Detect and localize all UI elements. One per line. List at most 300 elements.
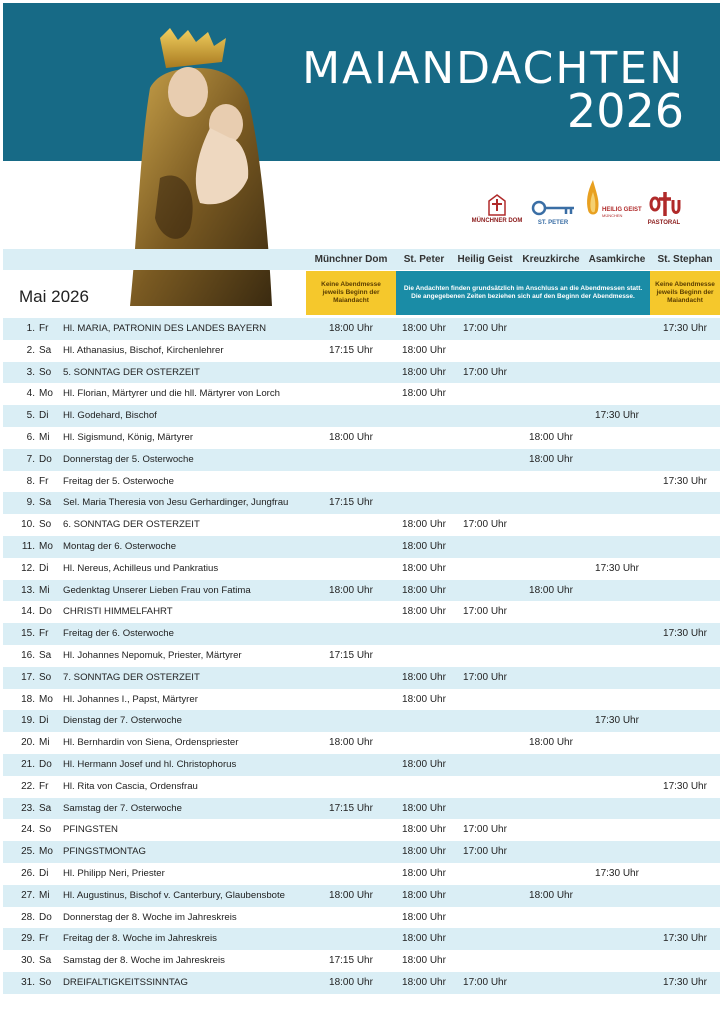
time-asam [584, 667, 650, 689]
time-kreuz [518, 798, 584, 820]
feast-name: PFINGSTMONTAG [63, 846, 146, 858]
time-asam: 17:30 Uhr [595, 715, 639, 727]
time-kreuz: 18:00 Uhr [529, 584, 573, 596]
weekday: So [39, 366, 52, 378]
time-geist [452, 471, 518, 493]
time-geist [452, 427, 518, 449]
day-number: 3. [26, 366, 35, 378]
flame-icon [586, 180, 600, 220]
day-number: 9. [26, 497, 35, 509]
time-asam: 17:30 Uhr [595, 410, 639, 422]
time-asam [584, 819, 650, 841]
time-kreuz [518, 383, 584, 405]
time-geist [452, 798, 518, 820]
weekday: Mo [39, 693, 53, 705]
time-kreuz [518, 841, 584, 863]
table-row [3, 340, 720, 362]
time-stephan [650, 819, 720, 841]
time-asam [584, 536, 650, 558]
weekday: Fr [39, 323, 49, 334]
time-stephan: 17:30 Uhr [663, 475, 707, 487]
column-header-asam: Asamkirche [588, 254, 646, 265]
time-kreuz [518, 405, 584, 427]
time-stephan [650, 645, 720, 667]
time-kreuz [518, 689, 584, 711]
time-geist: 17:00 Uhr [463, 606, 507, 618]
time-geist [452, 623, 518, 645]
table-row [3, 514, 720, 536]
time-dom [306, 776, 396, 798]
time-kreuz [518, 928, 584, 950]
feast-name: Samstag der 7. Osterwoche [63, 802, 182, 814]
feast-name: Hl. MARIA, PATRONIN DES LANDES BAYERN [63, 323, 267, 334]
time-stephan [650, 536, 720, 558]
time-peter: 18:00 Uhr [402, 889, 446, 901]
time-asam: 17:30 Uhr [595, 562, 639, 574]
time-stephan [650, 362, 720, 384]
time-kreuz [518, 492, 584, 514]
time-peter [396, 645, 452, 667]
time-kreuz [518, 601, 584, 623]
weekday: Do [39, 759, 52, 770]
time-kreuz [518, 558, 584, 580]
weekday: Fr [39, 628, 49, 640]
page-year: 2026 [566, 84, 684, 138]
table-row [3, 754, 720, 776]
weekday: So [39, 824, 52, 836]
weekday: Mo [39, 846, 53, 858]
time-geist: 17:00 Uhr [463, 846, 507, 858]
table-row [3, 928, 720, 950]
feast-name: Hl. Godehard, Bischof [63, 410, 157, 422]
time-dom: 18:00 Uhr [329, 323, 373, 334]
time-geist [452, 536, 518, 558]
time-stephan [650, 863, 720, 885]
table-row [3, 405, 720, 427]
time-asam [584, 689, 650, 711]
time-peter [396, 471, 452, 493]
weekday: Sa [39, 497, 52, 509]
weekday: Mi [39, 889, 50, 901]
time-stephan: 17:30 Uhr [663, 628, 707, 640]
time-geist [452, 449, 518, 471]
day-number: 29. [21, 933, 35, 945]
time-stephan: 17:30 Uhr [663, 323, 707, 334]
weekday: Sa [39, 344, 52, 356]
table-row [3, 623, 720, 645]
table-row [3, 950, 720, 972]
time-asam [584, 776, 650, 798]
time-peter: 18:00 Uhr [402, 606, 446, 618]
time-stephan: 17:30 Uhr [663, 933, 707, 945]
time-dom [306, 928, 396, 950]
table-row [3, 667, 720, 689]
time-dom [306, 710, 396, 732]
table-row [3, 449, 720, 471]
table-row [3, 536, 720, 558]
time-dom: 17:15 Uhr [329, 650, 373, 661]
feast-name: Donnerstag der 8. Woche im Jahreskreis [63, 911, 237, 923]
time-dom: 18:00 Uhr [329, 977, 373, 988]
time-asam [584, 492, 650, 514]
day-number: 12. [21, 562, 35, 574]
time-peter: 18:00 Uhr [402, 824, 446, 836]
time-peter [396, 427, 452, 449]
time-peter: 18:00 Uhr [402, 344, 446, 356]
time-stephan [650, 492, 720, 514]
st-peter-logo: ST. PETER [528, 198, 578, 226]
pastoral-logo: PASTORAL [646, 190, 682, 226]
time-dom [306, 449, 396, 471]
time-dom [306, 623, 396, 645]
time-stephan [650, 427, 720, 449]
time-stephan [650, 514, 720, 536]
day-number: 22. [21, 780, 35, 792]
time-kreuz [518, 645, 584, 667]
time-stephan [650, 558, 720, 580]
time-dom: 18:00 Uhr [329, 432, 373, 443]
time-peter: 18:00 Uhr [402, 323, 446, 334]
time-asam [584, 580, 650, 602]
table-row [3, 798, 720, 820]
day-number: 7. [26, 453, 35, 465]
time-peter [396, 449, 452, 471]
time-dom [306, 405, 396, 427]
time-dom: 17:15 Uhr [329, 955, 373, 967]
feast-name: 7. SONNTAG DER OSTERZEIT [63, 671, 200, 683]
time-asam [584, 972, 650, 994]
day-number: 15. [21, 628, 35, 640]
feast-name: Hl. Johannes Nepomuk, Priester, Märtyrer [63, 650, 242, 661]
feast-name: Freitag der 6. Osterwoche [63, 628, 174, 640]
day-number: 25. [21, 846, 35, 858]
weekday: Sa [39, 650, 52, 661]
time-peter: 18:00 Uhr [402, 562, 446, 574]
table-row [3, 885, 720, 907]
day-number: 30. [21, 955, 35, 967]
time-kreuz [518, 950, 584, 972]
time-dom [306, 754, 396, 776]
table-row [3, 383, 720, 405]
table-row [3, 558, 720, 580]
time-kreuz: 18:00 Uhr [529, 453, 573, 465]
day-number: 24. [21, 824, 35, 836]
time-kreuz: 18:00 Uhr [529, 432, 573, 443]
feast-name: Samstag der 8. Woche im Jahreskreis [63, 955, 225, 967]
day-number: 19. [21, 715, 35, 727]
time-geist [452, 492, 518, 514]
time-peter: 18:00 Uhr [402, 519, 446, 531]
weekday: Mo [39, 541, 53, 552]
time-peter: 18:00 Uhr [402, 693, 446, 705]
time-peter: 18:00 Uhr [402, 933, 446, 945]
time-peter: 18:00 Uhr [402, 868, 446, 879]
feast-name: Hl. Sigismund, König, Märtyrer [63, 432, 194, 443]
time-dom [306, 536, 396, 558]
time-peter: 18:00 Uhr [402, 955, 446, 967]
weekday: Do [39, 453, 52, 465]
feast-name: CHRISTI HIMMELFAHRT [63, 606, 173, 618]
time-kreuz [518, 514, 584, 536]
table-row [3, 907, 720, 929]
time-peter [396, 710, 452, 732]
column-header-dom: Münchner Dom [314, 254, 388, 265]
time-dom [306, 819, 396, 841]
table-row [3, 841, 720, 863]
time-peter [396, 405, 452, 427]
time-geist [452, 885, 518, 907]
time-stephan [650, 340, 720, 362]
time-peter: 18:00 Uhr [402, 584, 446, 596]
time-dom [306, 689, 396, 711]
time-stephan [650, 950, 720, 972]
feast-name: Hl. Rita von Cascia, Ordensfrau [63, 780, 198, 792]
time-stephan [650, 601, 720, 623]
day-number: 13. [21, 584, 35, 596]
time-peter: 18:00 Uhr [402, 977, 446, 988]
time-asam [584, 427, 650, 449]
key-icon [530, 198, 576, 218]
weekday: Fr [39, 475, 49, 487]
time-dom [306, 362, 396, 384]
table-row [3, 645, 720, 667]
weekday: Mi [39, 432, 50, 443]
weekday: Di [39, 562, 49, 574]
weekday: Sa [39, 955, 52, 967]
time-asam [584, 732, 650, 754]
day-number: 21. [21, 759, 35, 770]
day-number: 31. [21, 977, 35, 988]
time-geist [452, 732, 518, 754]
page-title: MAIANDACHTEN [302, 43, 684, 94]
time-dom [306, 863, 396, 885]
time-dom [306, 471, 396, 493]
table-row [3, 362, 720, 384]
time-dom [306, 601, 396, 623]
time-stephan [650, 885, 720, 907]
day-number: 14. [21, 606, 35, 618]
day-number: 20. [21, 737, 35, 749]
time-kreuz [518, 819, 584, 841]
time-dom [306, 841, 396, 863]
time-peter [396, 623, 452, 645]
day-number: 18. [21, 693, 35, 705]
note-dom: Keine Abendmesse jeweils Beginn der Maiandacht [306, 271, 396, 315]
time-kreuz [518, 972, 584, 994]
day-number: 6. [26, 432, 35, 443]
note-stephan: Keine Abendmesse jeweils Beginn der Maiandacht [650, 271, 720, 315]
time-stephan [650, 798, 720, 820]
time-kreuz [518, 907, 584, 929]
table-row [3, 863, 720, 885]
day-number: 10. [21, 519, 35, 531]
muenchner-dom-logo: MÜNCHNER DOM [474, 194, 520, 224]
weekday: Fr [39, 933, 49, 945]
weekday: So [39, 519, 52, 531]
table-row [3, 972, 720, 994]
time-geist [452, 928, 518, 950]
cross-icon [647, 190, 681, 218]
column-header-geist: Heilig Geist [457, 254, 513, 265]
time-kreuz [518, 536, 584, 558]
time-kreuz [518, 362, 584, 384]
time-peter [396, 732, 452, 754]
time-asam [584, 950, 650, 972]
time-stephan [650, 689, 720, 711]
time-stephan [650, 449, 720, 471]
time-asam [584, 754, 650, 776]
time-asam [584, 340, 650, 362]
time-geist [452, 754, 518, 776]
weekday: Do [39, 606, 52, 618]
time-geist [452, 863, 518, 885]
time-asam [584, 449, 650, 471]
time-asam [584, 928, 650, 950]
feast-name: 5. SONNTAG DER OSTERZEIT [63, 366, 200, 378]
time-asam [584, 318, 650, 340]
table-row [3, 819, 720, 841]
time-geist [452, 405, 518, 427]
time-stephan [650, 732, 720, 754]
time-asam [584, 623, 650, 645]
time-stephan [650, 580, 720, 602]
feast-name: Donnerstag der 5. Osterwoche [63, 453, 194, 465]
weekday: Di [39, 715, 49, 727]
column-header-kreuz: Kreuzkirche [522, 254, 580, 265]
time-geist: 17:00 Uhr [463, 519, 507, 531]
time-geist: 17:00 Uhr [463, 977, 507, 988]
time-kreuz [518, 754, 584, 776]
feast-name: PFINGSTEN [63, 824, 118, 836]
table-row [3, 427, 720, 449]
time-kreuz [518, 667, 584, 689]
time-geist [452, 950, 518, 972]
feast-name: Freitag der 8. Woche im Jahreskreis [63, 933, 217, 945]
time-asam [584, 798, 650, 820]
day-number: 2. [26, 344, 35, 356]
feast-name: Gedenktag Unserer Lieben Frau von Fatima [63, 584, 251, 596]
weekday: Di [39, 410, 49, 422]
time-geist [452, 907, 518, 929]
time-stephan [650, 754, 720, 776]
time-geist [452, 383, 518, 405]
time-dom: 17:15 Uhr [329, 497, 373, 509]
time-geist: 17:00 Uhr [463, 824, 507, 836]
time-asam [584, 383, 650, 405]
feast-name: Hl. Florian, Märtyrer und die hll. Märtyrer von Lorch [63, 388, 280, 400]
time-dom: 17:15 Uhr [329, 802, 373, 814]
table-row [3, 471, 720, 493]
time-dom [306, 667, 396, 689]
day-number: 1. [26, 323, 35, 334]
time-stephan: 17:30 Uhr [663, 977, 707, 988]
column-header-peter: St. Peter [403, 254, 445, 265]
time-kreuz [518, 710, 584, 732]
day-number: 8. [26, 475, 35, 487]
weekday: Di [39, 868, 49, 879]
time-peter: 18:00 Uhr [402, 671, 446, 683]
day-number: 27. [21, 889, 35, 901]
day-number: 4. [26, 388, 35, 400]
time-geist [452, 776, 518, 798]
feast-name: 6. SONNTAG DER OSTERZEIT [63, 519, 200, 531]
time-dom [306, 907, 396, 929]
feast-name: Montag der 6. Osterwoche [63, 541, 177, 552]
time-asam [584, 885, 650, 907]
time-geist [452, 689, 518, 711]
table-row [3, 732, 720, 754]
time-asam: 17:30 Uhr [595, 868, 639, 879]
table-row [3, 318, 720, 340]
time-asam [584, 514, 650, 536]
time-peter: 18:00 Uhr [402, 911, 446, 923]
feast-name: Hl. Bernhardin von Siena, Ordenspriester [63, 737, 239, 749]
day-number: 23. [21, 802, 35, 814]
time-stephan [650, 907, 720, 929]
time-geist: 17:00 Uhr [463, 366, 507, 378]
time-geist [452, 580, 518, 602]
table-row [3, 776, 720, 798]
time-geist: 17:00 Uhr [463, 323, 507, 334]
table-row [3, 601, 720, 623]
time-peter [396, 492, 452, 514]
time-stephan [650, 405, 720, 427]
time-stephan [650, 667, 720, 689]
time-kreuz [518, 318, 584, 340]
time-geist [452, 645, 518, 667]
time-asam [584, 907, 650, 929]
time-geist: 17:00 Uhr [463, 671, 507, 683]
time-peter: 18:00 Uhr [402, 802, 446, 814]
table-row [3, 580, 720, 602]
dom-icon [487, 194, 507, 216]
day-number: 5. [26, 410, 35, 422]
day-number: 17. [21, 671, 35, 683]
time-asam [584, 645, 650, 667]
column-header-stephan: St. Stephan [657, 254, 713, 265]
feast-name: Hl. Philipp Neri, Priester [63, 868, 165, 879]
weekday: Mi [39, 584, 50, 596]
time-kreuz [518, 863, 584, 885]
heilig-geist-logo: HEILIG GEIST MÜNCHEN [586, 180, 630, 220]
time-kreuz [518, 471, 584, 493]
time-dom: 18:00 Uhr [329, 737, 373, 749]
feast-name: Dienstag der 7. Osterwoche [63, 715, 182, 727]
time-stephan [650, 383, 720, 405]
table-row [3, 689, 720, 711]
feast-name: Hl. Augustinus, Bischof v. Canterbury, Glaubensbote [63, 889, 286, 901]
time-kreuz [518, 340, 584, 362]
feast-name: Hl. Athanasius, Bischof, Kirchenlehrer [63, 344, 224, 356]
feast-name: DREIFALTIGKEITSSINNTAG [63, 977, 188, 988]
feast-name: Hl. Nereus, Achilleus und Pankratius [63, 562, 219, 574]
time-peter: 18:00 Uhr [402, 388, 446, 400]
weekday: Do [39, 911, 52, 923]
time-dom: 18:00 Uhr [329, 584, 373, 596]
weekday: So [39, 977, 52, 988]
time-peter: 18:00 Uhr [402, 759, 446, 770]
table-row [3, 710, 720, 732]
table-row [3, 492, 720, 514]
time-dom [306, 558, 396, 580]
weekday: So [39, 671, 52, 683]
time-kreuz [518, 776, 584, 798]
time-geist [452, 558, 518, 580]
time-kreuz [518, 623, 584, 645]
time-geist [452, 710, 518, 732]
time-dom [306, 514, 396, 536]
time-asam [584, 471, 650, 493]
